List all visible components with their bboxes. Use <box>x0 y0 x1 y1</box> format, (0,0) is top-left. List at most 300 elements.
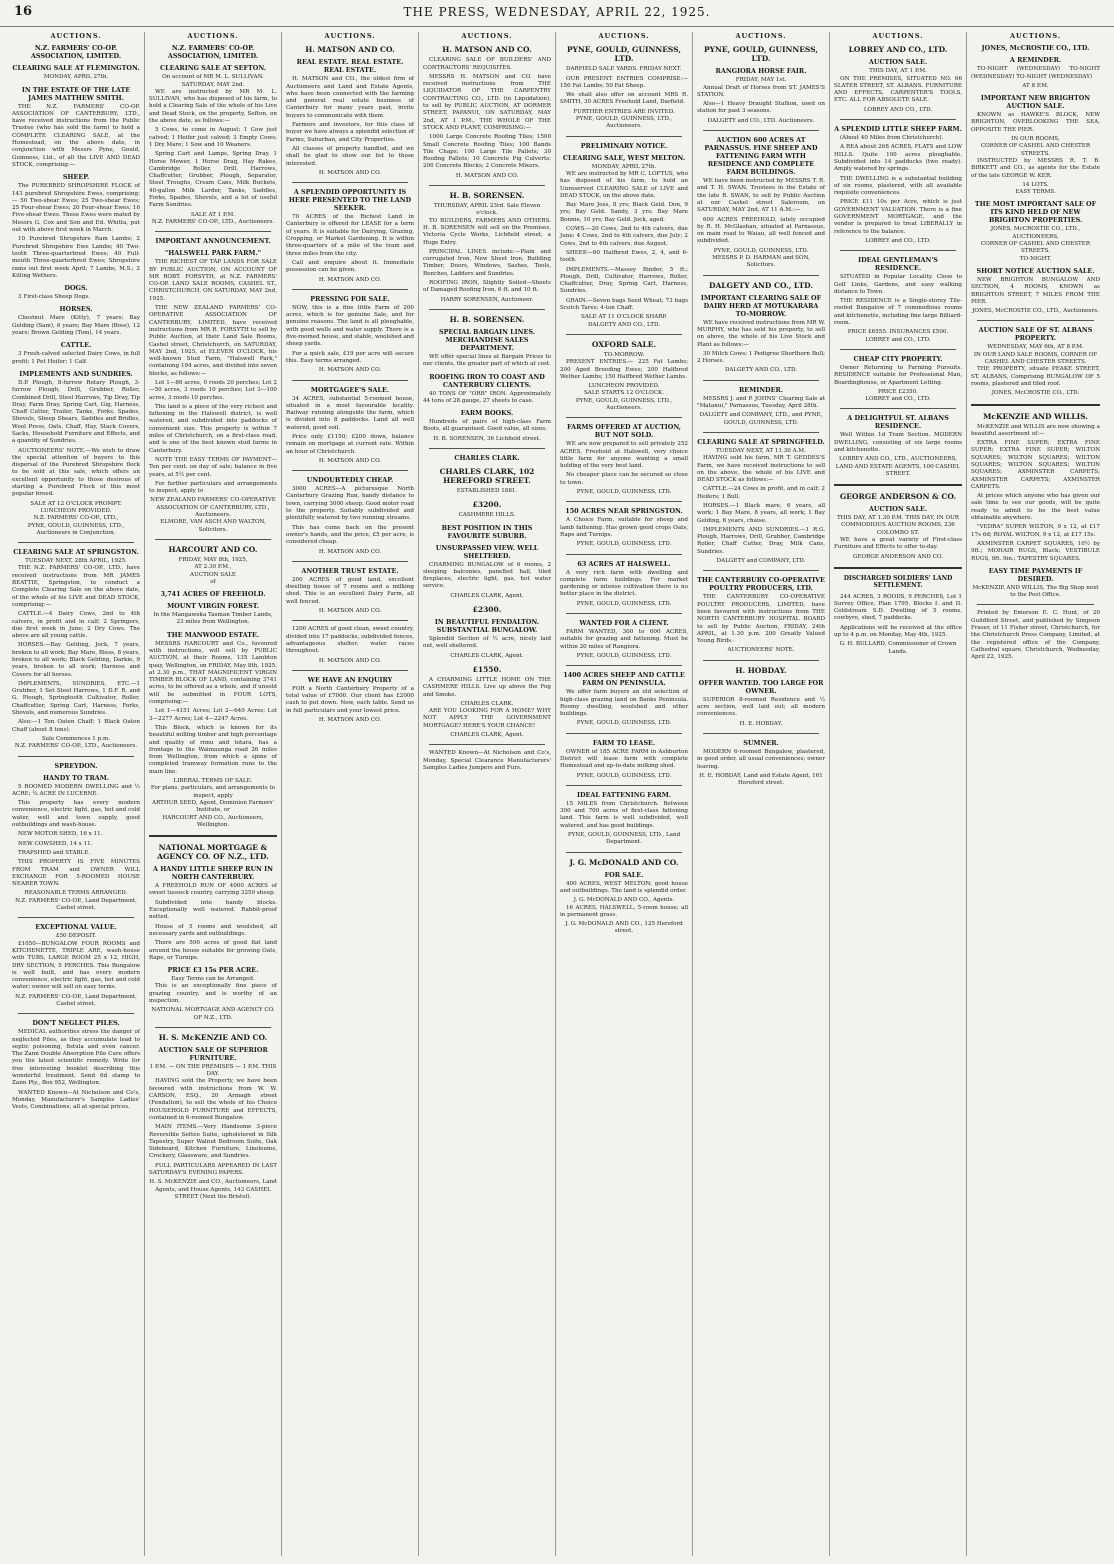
ad-heading: "HALSWELL PARK FARM." <box>164 249 262 258</box>
ad-heading: REMINDER. <box>738 385 784 394</box>
ad-paragraph: MESSRS HARCOURT and Co., favoured with instructions, will sell by PUBLIC AUCTION, at their Rooms, 135 Lambton quay, Wellington, on FRIDAY, May 8th, 1925, at 2.30 p.m., THAT MAGNIFICENT VIRGIN TIMBER BLOCK OF LAND, containing 3741 acres, to be offered as a whole, and if unsold will be submitted in FOUR LOTS, comprising:— <box>149 640 277 706</box>
ad-paragraph: 244 ACRES, 3 ROODS, 9 PERCHES, Lot 1 Survey Office, Plan 1795, Blocks I. and II. Coldstream S.D. Dwelling of 5 rooms, cowbyre, shed, 7 paddocks. <box>834 593 962 622</box>
column-rule <box>566 136 682 137</box>
ad-heading: 150 ACRES NEAR SPRINGSTON. <box>565 507 683 516</box>
ad-paragraph: No cheaper place can be secured so close to town. <box>560 472 688 486</box>
column-rule <box>429 448 545 449</box>
ad-paragraph: 200 ACRES of good land, excellent dwelling house of 7 rooms and a milking shed. This is an excellent Dairy Farm, all well fenced. <box>286 576 414 605</box>
ad-centered-line: MESSRS P. D. HARMAN and SON, Solicitors. <box>712 255 810 269</box>
ad-heading: AUCTION SALE OF SUPERIOR FURNITURE. <box>158 1045 268 1062</box>
ad-centered-line: DALGETY AND CO., LTD. <box>724 367 798 374</box>
ad-paragraph: A CHARMING LITTLE HOME ON THE CASHMERE HILLS. Live up above the Fog and Smoke. <box>423 676 551 698</box>
column-4 <box>419 32 556 1556</box>
ad-paragraph: At prices which anyone who has given our sale time to see our goods, will be quite ready to admit to be the best value obtainable anywhere. <box>971 493 1100 522</box>
ad-paragraph: The PUREBRED SHROPSHIRE FLOCK of 143 purebred Shropshire Ewes, comprising:— 50 Two-shear Ewes; 25 Two-shear Ewes; 25 Four-shear Ewes; 20 Four-shear Ewes; 16 Five-shear Ewes. These Ewes were mated by Messrs G. Cox and Son and Ed. Whitta, put out with above first week in March. <box>12 183 140 234</box>
ad-centered-line: PYNE, GOULD, GUINNESS, LTD. <box>576 489 672 496</box>
ad-heading: JONES, McCROSTIE CO., LTD. <box>981 44 1090 53</box>
ad-paragraph: NOW, this is a fine little Farm of 200 acres, which is for genuine Sale, and for genuine reasons. The land is all ploughable, with good wells and water supply. There is a five-roomed house, and stable, woolshed and sheep yards. <box>286 304 414 348</box>
column-rule <box>566 613 682 614</box>
column-rule <box>292 289 408 290</box>
column-body <box>834 45 962 656</box>
column-rule <box>155 539 271 540</box>
column-rule <box>703 570 819 571</box>
section-heading: AUCTIONS. <box>187 32 239 40</box>
ad-centered-line: CHARLES CLARK, Agent. <box>450 592 524 599</box>
ad-paragraph: TO-NIGHT (WEDNESDAY) TO-NIGHT (WEDNESDAY) TO-NIGHT (WEDNESDAY) <box>971 66 1100 80</box>
ad-heading: PRICE £3 15s PER ACRE. <box>167 966 259 975</box>
ad-heading: SPREYDON. <box>54 761 98 770</box>
advertiser-heading: £2300. <box>472 605 502 615</box>
ad-centered-line: PYNE, GOULD, GUINNESS, LTD. <box>576 600 672 607</box>
ad-centered-line: ARTHUR SEED, Agent, Dominion Farmers' Institute, or <box>152 799 274 814</box>
ad-paragraph: THIS PROPERTY IS FIVE MINUTES FROM TRAM and OWNER WILL EXCHANGE FOR 5-ROOMED HOUSE NEARER TOWN. <box>12 859 140 888</box>
ad-paragraph: 30 Milch Cows; 1 Pedigree Shorthorn Bull; 2 Horses. <box>697 350 825 365</box>
ad-paragraph: OWNER of 185 ACRE FARM in Ashburton District will lease farm with complete Homestead and up-to-date milking shed. <box>560 748 688 770</box>
column-rule <box>840 408 956 409</box>
ad-heading: UNSURPASSED VIEW. WELL SHELTERED. <box>435 543 539 560</box>
column-5 <box>556 32 693 1556</box>
column-rule <box>977 320 1094 321</box>
ad-centered-line: LOBREY AND CO., LTD. <box>863 106 933 113</box>
ad-heading: DON'T NEGLECT PILES. <box>32 1019 120 1028</box>
ad-paragraph: THE NEW ZEALAND FARMERS' CO-OPERATIVE ASSOCIATION OF CANTERBURY, LIMITED, have received instructions from MR R. FORSYTH to sell by Public Auction, at their Land Sale Rooms, Cashel street, Christchurch, on SATURDAY, MAY 2nd, 1925, at ELEVEN O'CLOCK, his well-known Stud Farm, "Halswell Park," containing 194 acres, and divided into seven blocks, as follows:— <box>149 305 277 377</box>
ad-centered-line: LOBREY and CO., LTD. <box>865 336 931 343</box>
ad-paragraph: IMPLEMENTS.—Massey Binder, 5 ft.; Plough, Drill, Cultivator, Harrows, Roller, Chaffcutter, Dray, Spring Cart, Harness, Sundries. <box>560 266 688 295</box>
ad-heading: ROOFING IRON TO COAST AND CANTERBURY CLIENTS. <box>429 372 545 389</box>
ad-heading: IMPORTANT CLEARING SALE OF DAIRY HERD AT MOTUKARARA TO-MORROW. <box>700 293 822 318</box>
ad-paragraph: NEW COWSHED, 14 x 11. <box>18 840 93 847</box>
advertiser-heading: LOBREY AND CO., LTD. <box>848 45 948 55</box>
ad-centered-line: WEDNESDAY, MAY 6th, AT 8 P.M. <box>987 344 1084 351</box>
column-rule <box>703 660 819 661</box>
advertiser-heading: H. HOBDAY. <box>735 665 787 675</box>
column-rule <box>292 380 408 381</box>
ad-centered-line: TO-NIGHT. <box>1019 255 1052 262</box>
column-rule <box>292 561 408 562</box>
ad-paragraph: H. MATSON and CO., the oldest firm of Auctioneers and Land and Estate Agents, who have been connected with the farming and general real estate business of Canterbury for many years past, invite buyers to communicate with them. <box>286 76 414 119</box>
column-body <box>423 45 551 772</box>
column-rule <box>292 670 408 671</box>
ad-heading: THE MOST IMPORTANT SALE OF ITS KIND HELD OF NEW BRIGHTON PROPERTIES. <box>974 200 1097 225</box>
ad-paragraph: 1000 Large Concrete Roofing Tiles; 1500 Small Concrete Roofing Tiles; 100 Bands Tile Chaps; 100 Large Tile Pallets; 30 Roofing Pallets; 10 Concrete Pig Culverts; 200 Concrete Blocks; 2 Concrete Mixers. <box>423 134 551 170</box>
ad-paragraph: AXMINSTER CARPET SQUARES, 10½ by 9ft.; MOHAIR RUGS, Black; VESTIBULE RUGS, 9ft. 9in.; TAPESTRY SQUARES. <box>971 540 1100 562</box>
ad-paragraph: THE N.Z. FARMERS' CO-OP., LTD., have received instructions from MR JAMES BEATTIE, Springston, to conduct a Complete Clearing Sale on the above date, of the whole of his LIVE and DEAD STOCK, comprising:— <box>12 565 140 608</box>
ad-heading: CLEARING SALE, WEST MELTON. <box>562 153 686 162</box>
ad-paragraph: WE have received instructions from MR W. MURPHY, who has sold his property, to sell on above, the whole of his Live Stock and Plant as follows:— <box>697 319 825 348</box>
column-rule <box>977 604 1094 605</box>
ad-paragraph: 600 ACRES FREEHOLD, lately occupied by R. H. McGlashan, situated at Parnassus, on main road to Waiau, all well fenced and subdivided. <box>697 216 825 245</box>
section-heading: AUCTIONS. <box>50 32 102 40</box>
ad-paragraph: A FREEHOLD RUN OF 4000 ACRES of sweet tussock country, carrying 3250 sheep. <box>149 883 277 897</box>
advertiser-heading: £1550. <box>472 664 502 674</box>
ad-centered-line: THURSDAY, APRIL 23rd. Sale Eleven o'clock. <box>433 203 541 217</box>
ad-centered-line: H. MATSON AND CO. <box>318 657 382 664</box>
ad-centered-line: H. MATSON AND CO. <box>318 276 382 283</box>
column-rule <box>155 231 271 232</box>
ad-paragraph: (About 40 Miles from Christchurch). <box>840 135 944 142</box>
ad-paragraph: 3 Fresh-calved selected Dairy Cows, in full profit; 1 Pet Heifer; 1 Calf. <box>12 351 140 365</box>
ad-paragraph: A Choice Farm, suitable for sheep and lamb fattening. Has grown good crops Oats, Rape and Turnips. <box>560 517 688 538</box>
advertiser-heading: H. MATSON AND CO. <box>442 45 532 55</box>
ad-centered-line: PYNE, GOULD, GUINNESS, LTD. <box>576 652 672 659</box>
ad-centered-line: LUNCHEON PROVIDED. <box>588 383 660 390</box>
ad-centered-line: H. MATSON AND CO. <box>318 548 382 555</box>
ad-centered-line: LOBREY AND CO., LTD., AUCTIONEERS, LAND AND ESTATE AGENTS, 100 CASHEL STREET. <box>835 456 961 477</box>
ad-centered-line: HARRY SORENSEN, Auctioneer. <box>440 296 534 303</box>
ad-paragraph: Lot 1—86 acres, 0 roods 20 perches; Lot 2—50 acres, 3 roods 10 perches; Lot 3—100 acres, 3 roods 10 perches. <box>149 379 277 401</box>
ad-centered-line: PRICE £2350. <box>878 388 918 395</box>
ad-centered-line: THIS DAY, AT 1.30 P.M. THIS DAY, IN OUR COMMODIOUS AUCTION ROOMS, 236 COLOMBO ST. <box>836 515 960 536</box>
ad-paragraph: WE offer special lines at Bargain Prices to our clients, the greater part of which at cost. <box>423 353 551 368</box>
ad-paragraph: Hundreds of pairs of high-class Farm Boots, all guaranteed. Good value, all sizes. <box>423 419 551 433</box>
column-rule <box>840 250 956 251</box>
column-1 <box>8 32 145 1556</box>
ad-heading: AUCTION SALE. <box>868 505 928 514</box>
column-rule <box>429 185 545 186</box>
ad-heading: MOUNT VIRGIN FOREST. <box>167 602 259 611</box>
column-rule <box>292 182 408 183</box>
ad-heading: EXCEPTIONAL VALUE. <box>35 923 117 932</box>
column-body <box>149 44 277 1201</box>
column-rule <box>292 620 408 621</box>
column-rule-heavy <box>834 567 962 569</box>
ad-paragraph: THE RICHEST OF TAP LANDS FOR SALE BY PUBLIC AUCTION, ON ACCOUNT OF MR ROBT. FORSYTH, at N.Z. FARMERS' CO-OP. LAND SALE ROOMS, CASHEL ST., CHRISTCHURCH, ON SATURDAY, MAY 2nd, 1925. <box>149 259 277 302</box>
advertiser-heading: OXFORD SALE. <box>591 339 657 349</box>
ad-paragraph: Spring Cart and Lamps, Spring Dray, 1 Horse Mower, 1 Horse Drag, Hay Rakes, Cambridge Roller, Drill, Harrows, Chaffcutter, Grubber, Plough, Separator, Steel Troughs, Cream Cans, Milk Buckets, 40-gallon Milk Larder, Tanks, Saddles, Forks, Spades, Shovels, and a lot of useful Farm Sundries. <box>149 151 277 209</box>
column-rule <box>429 309 545 310</box>
ad-paragraph: All classes of property handled, and we shall be glad to show our list to those interested. <box>286 145 414 167</box>
ad-paragraph: There are 500 acres of good flat land around the house suitable for growing Oats, Rape, or Turnips. <box>149 940 277 961</box>
ad-paragraph: WE are instructed by MR C. LOFTUS, who has disposed of his farm, to hold an Unreserved CLEARING SALE of LIVE and DEAD STOCK, on the above date. <box>560 170 688 199</box>
column-rule-heavy <box>971 404 1100 406</box>
ad-centered-line: CHARLES CLARK, Agent. <box>450 652 524 659</box>
advertiser-heading: PYNE, GOULD, GUINNESS, LTD. <box>704 45 818 64</box>
ad-centered-line: GEORGE ANDERSON AND CO. <box>853 553 943 560</box>
ad-paragraph: ROOFING IRON, Slightly Soiled—Sheets of Damaged Roofing Iron, 6 ft. and 10 ft. <box>423 280 551 294</box>
ad-centered-line: PYNE, GOULD, GUINNESS, LTD. <box>713 247 809 254</box>
column-rule <box>566 417 682 418</box>
ad-paragraph: A REA about 268 ACRES, FLATS and LOW HILLS. Quite 100 acres ploughable. Subdivided into 14 paddocks (two ready). Amply watered by springs. <box>834 144 962 173</box>
ad-centered-line: On account of MR M. L. SULLIVAN. <box>162 74 264 81</box>
ad-paragraph: McKENZIE and WILLIS are now showing a beautiful assortment of:— <box>971 423 1100 437</box>
ad-heading: N.Z. FARMERS' CO-OP. ASSOCIATION, LIMITED. <box>167 44 259 61</box>
ad-paragraph: This property has every modern convenience, electric light, gas, hot and cold water, well and town supply, good outbuildings and wash-house. <box>12 800 140 829</box>
ad-heading: CLEARING SALE AT FLEMINGTON. <box>12 64 140 73</box>
ad-centered-line: PYNE, GOULD, GUINNESS, LTD., Land Department. <box>567 832 681 846</box>
ad-centered-line: PYNE, GOULD, GUINNESS, LTD. <box>576 772 672 779</box>
ad-heading: IN BEAUTIFUL FENDALTON. SUBSTANTIAL BUNGALOW. <box>434 618 540 635</box>
ad-paragraph: CATTLE.—24 Cows in profit, and in calf; 2 Heifers; 1 Bull. <box>697 486 825 500</box>
ad-centered-line: H. B. SORENSEN, 36 Lichfield street. <box>433 435 541 442</box>
ad-paragraph: 3000 ACRES—A picturesque North Canterbury Grazing Run, handy distance to town, carrying 3000 sheep. Good motor road to the property. Suitably subdivided and plentifully watered by two running streams. <box>286 486 414 522</box>
ad-paragraph: DARFIELD SALE YARDS. FRIDAY NEXT. <box>566 66 682 73</box>
advertiser-heading: DALGETY AND CO., LTD. <box>708 280 814 290</box>
column-rule <box>566 334 682 335</box>
ad-heading: IMPORTANT NEW BRIGHTON AUCTION SALE. <box>980 94 1091 111</box>
ad-heading: SUMNER. <box>743 738 779 747</box>
ad-paragraph: WANTED Known—At Nicholson and Co's, Monday, Manufacturer's Samples Ladies' Vests, Combinations, all at special prices. <box>12 1089 140 1111</box>
ad-centered-line: DALGETY and COMPANY, LTD. <box>716 558 806 565</box>
column-body <box>971 44 1100 661</box>
ad-paragraph: Annual Draft of Horses from ST. JAMES'S STATION. <box>697 84 825 98</box>
ad-paragraph: WE are now prepared to sell privately 252 ACRES, Freehold at Halswell, very choice little farm for anyone wanting a small holding of the very best land. <box>560 441 688 470</box>
ad-centered-line: H. MATSON AND CO. <box>318 717 382 723</box>
ad-paragraph: Chestnut Mare (Kitty), 7 years; Bay Gelding (Sam), 6 years; Bay Mare (Boss), 12 years; Brown Gelding (Tom), 14 years. <box>12 315 140 337</box>
advertiser-heading: £3200. <box>472 500 502 510</box>
ad-centered-line: ESTABLISHED 1881. <box>456 487 518 494</box>
ad-heading: WANTED FOR A CLIENT. <box>579 619 669 628</box>
ad-centered-line: £50 DEPOSIT. <box>55 933 97 940</box>
ad-paragraph: "VEDRA" SUPER WILTON, 9 x 12, at £17 17s 6d; ROYAL WILTON, 9 x 12, at £17 15s. <box>971 524 1100 538</box>
ad-paragraph: NEW BRIGHTON BUNGALOW AND SECTION, 4 ROOMS, KNOWN as BRIGHTON STREET, 7 MILES FROM THE PIER. <box>971 276 1100 305</box>
ad-heading: 63 ACRES AT HALSWELL. <box>577 559 671 568</box>
ad-paragraph: THE CANTERBURY CO-OPERATIVE POULTRY PRODUCERS, LIMITED, have been favoured with instructions from THE NORTH CANTERBURY HOSPITAL BOARD to sell by Public Auction, FRIDAY, 24th APRIL, at 1.30 p.m. 200 Greatly Valued Young Birds. <box>697 594 825 645</box>
column-rule <box>155 1027 271 1028</box>
ad-paragraph: FULL PARTICULARS APPEARED IN LAST SATURDAY'S EVENING PAPERS. <box>149 1162 277 1177</box>
ad-paragraph: Farmers and investors, for this class of buyer we have always a splendid selection of Farms, Suburban, and City Properties. <box>286 122 414 143</box>
ad-centered-line: CASHMERE HILLS. <box>458 512 516 519</box>
ad-paragraph: KNOWN as HAWKE'S BLOCK, NEW BRIGHTON, OVERLOOKING THE SEA, OPPOSITE THE PIER. <box>971 112 1100 133</box>
ad-centered-line: G. H. BULLARD, Commissioner of Crown Lands. <box>839 641 957 655</box>
ad-centered-line: TUESDAY NEXT, 28th APRIL, 1925. <box>25 558 127 565</box>
ad-heading: IMPORTANT ANNOUNCEMENT. <box>155 237 271 246</box>
ad-heading: N.Z. FARMERS' CO-OP. ASSOCIATION, LIMITED. <box>30 44 122 61</box>
column-body <box>697 45 825 787</box>
ad-heading: PRESSING FOR SALE. <box>310 294 390 303</box>
section-heading: AUCTIONS. <box>735 32 787 40</box>
ad-paragraph: Subdivided into handy blocks. Exceptionally well watered. Rabbit-proof netted. <box>149 899 277 921</box>
ad-heading: THE CANTERBURY CO-OPERATIVE POULTRY PRODUCERS, LTD. <box>697 576 825 593</box>
ad-heading: IDEAL GENTLEMAN'S RESIDENCE. <box>858 256 938 273</box>
ad-centered-line: LIBERAL TERMS OF SALE. <box>173 778 253 785</box>
ad-centered-line: N.Z. FARMERS' CO-OP., LTD., <box>33 515 119 522</box>
column-rule <box>292 470 408 471</box>
ad-centered-line: NATIONAL MORTGAGE AND AGENCY CO. OF N.Z., LTD. <box>151 1007 275 1021</box>
ad-paragraph: Owner Returning to Farming Pursuits. RESIDENCE suitable for Professional Man, Boardinghouse, or Apartment Letting. <box>834 364 962 386</box>
ad-heading: FARM BOOKS. <box>460 409 514 418</box>
ad-paragraph: HAVING sold the Property, we have been favoured with instructions from W. W. CARSON, ESQ., 20 Armagh street (Fendalton), to sell the whole of his Choice HOUSEHOLD FURNITURE and EFFECTS, contained in 6-roomed Bungalow. <box>149 1078 277 1121</box>
ad-heading: A HANDY LITTLE SHEEP RUN IN NORTH CANTERBURY. <box>153 865 273 882</box>
advertiser-heading: HARCOURT AND CO. <box>168 544 258 554</box>
column-rule <box>429 744 545 745</box>
ad-heading: SHEEP. <box>62 173 90 182</box>
column-3 <box>282 32 419 1556</box>
ad-heading: A DELIGHTFUL ST. ALBANS RESIDENCE. <box>847 414 949 431</box>
ad-centered-line: H. MATSON AND CO. <box>455 172 519 179</box>
section-heading: AUCTIONS. <box>324 32 376 40</box>
ad-paragraph: 10 Purebred Shropshire Ram Lambs; 2 Purebred Shropshire Ewe Lambs; 40 Two-tooth Three-quarterbred Ewes; 40 Full-mouth Three-quarterbred Ewes; Shropshire rams out first week April; 7 Lambs, M.S.; 2 Killing Wethers. <box>12 236 140 279</box>
ad-heading: WE HAVE AN ENQUIRY <box>307 675 393 684</box>
ad-paragraph: NOTE THE EASY TERMS OF PAYMENT—Ten per cent. on day of sale; balance in five years, at 5½ per cent. <box>149 456 277 478</box>
ad-heading: FARMS OFFERED AT AUCTION, BUT NOT SOLD. <box>567 423 681 440</box>
ad-heading: 1400 ACRES SHEEP AND CATTLE FARM ON PENINSULA. <box>563 671 685 688</box>
column-body <box>286 45 414 724</box>
advertiser-heading: PYNE, GOULD, GUINNESS, LTD. <box>567 45 681 64</box>
ad-paragraph: TRAPSHED and STABLE. <box>18 849 91 856</box>
ad-paragraph: £1050—BUNGALOW FOUR ROOMS and KITCHENETTE, TRIPLE ARE, wash-house with TUBS, LARGE ROOM 25 x 12, HIGH, DRY SECTION, 5 PERCHES. This Bungalow is well built, and has every modern convenience, electric light, gas, hot and cold water; owner will sell on easy terms. <box>12 940 140 991</box>
ad-centered-line: AT 2.30 P.M., <box>194 564 232 571</box>
ad-paragraph: HORSES.—1 Black mare, 6 years, all work; 1 Bay Mare, 8 years, all work; 1 Bay Gelding, 6 years, chaise. <box>697 502 825 524</box>
advertiser-heading: H. MATSON AND CO. <box>305 45 395 55</box>
ad-paragraph: Splendid Section of ½ acre, nicely laid out, well sheltered. <box>423 636 551 650</box>
ad-paragraph: 3 First-class Sheep Dogs. <box>18 294 90 301</box>
ad-paragraph: House of 5 rooms and woolshed, all necessary yards and outbuildings. <box>149 923 277 937</box>
ad-paragraph: SHEEP.—60 Halfbred Ewes, 2, 4, and 6-tooth. <box>560 249 688 264</box>
section-heading: AUCTIONS. <box>461 32 513 40</box>
advertiser-heading: GEORGE ANDERSON & CO. <box>839 492 957 502</box>
column-7 <box>830 32 967 1556</box>
ad-heading: SHORT NOTICE AUCTION SALE. <box>976 266 1095 275</box>
ad-heading: REAL ESTATE. REAL ESTATE. REAL ESTATE. <box>296 58 404 75</box>
column-rule <box>566 554 682 555</box>
ad-centered-line: FRIDAY, MAY 8th, 1925, <box>178 556 248 563</box>
ad-centered-line: LOBREY and CO., LTD. <box>865 396 931 403</box>
ad-paragraph: For a quick sale, £19 per acre will secure this. Easy terms arranged. <box>286 350 414 364</box>
column-rule <box>703 275 819 276</box>
ad-centered-line: For plans, particulars, and arrangements to inspect, apply <box>150 785 276 799</box>
ad-paragraph: COWS.—20 Cows, 2nd to 4th calvers, due June; 4 Cows, 2nd to 4th calvers, due July; 2 Cows, 2nd to 4th calvers, due August. <box>560 226 688 247</box>
ad-heading: OFFER WANTED. TOO LARGE FOR OWNER. <box>698 678 824 695</box>
masthead-title: THE PRESS, WEDNESDAY, APRIL 22, 1925. <box>403 5 711 19</box>
ad-centered-line: J. G. McDONALD AND CO., 125 Hereford street. <box>565 921 683 935</box>
ad-centered-line: of <box>210 578 216 585</box>
column-2 <box>145 32 282 1556</box>
ad-centered-line: N.Z. FARMERS' CO-OP., LTD., Auctioneers. <box>14 743 138 750</box>
ad-centered-line: 1 P.M. — ON THE PREMISES — 1 P.M. THIS DAY. <box>149 1063 277 1078</box>
ad-heading: CLEARING SALE AT SPRINGSTON. <box>13 548 139 557</box>
ad-centered-line: PYNE, GOULD, GUINNESS, LTD., Auctioneers. <box>575 116 673 130</box>
ad-paragraph: THE PROPERTY, situate PEAKE STREET, ST. ALBANS, Comprising BUNGALOW OF 5 rooms, plastered and tiled roof. <box>971 366 1100 387</box>
advertiser-heading: J. G. McDONALD AND CO. <box>569 857 679 867</box>
column-rule <box>566 501 682 502</box>
ad-centered-line: CORNER OF CASHEL AND CHESTER STREETS. <box>980 143 1091 157</box>
ad-heading: RANGIORA HORSE FAIR. <box>715 67 807 76</box>
ad-centered-line: PYNE, GOULD, GUINNESS, LTD. <box>576 720 672 727</box>
ad-paragraph: MODERN 6-roomed Bungalow, plastered, in good order, all usual conveniences; owner leaving. <box>697 748 825 770</box>
ad-paragraph: IMPLEMENTS, SUNDRIES, ETC.—1 Grubber, 1 Set Steel Harrows, 1 D.F. R. and G. Plough, Springtooth Cultivator, Roller, Chaffcutter, Spring Cart, Harness, Forks, Shovels, and numerous Sundries. <box>12 680 140 717</box>
ad-heading: BEST POSITION IN THIS FAVOURITE SUBURB. <box>441 523 533 540</box>
ad-heading: SPECIAL BARGAIN LINES. MERCHANDISE SALES DEPARTMENT. <box>439 327 535 352</box>
ad-paragraph: TO BUILDERS, FARMERS AND OTHERS. H. B. SORENSEN will sell on the Premises, Victoria Cycle Works, Lichfield street, a Huge Entry. <box>423 217 551 246</box>
ad-centered-line: H. MATSON AND CO. <box>318 457 382 464</box>
ad-heading: IN THE ESTATE OF THE LATE JAMES MATTHEW SMITH. <box>21 85 131 102</box>
ad-centered-line: N.Z. FARMERS' CO-OP., Land Department, Cashel street. <box>15 897 137 912</box>
ad-centered-line: SALE AT 11 O'CLOCK SHARP. <box>581 314 667 321</box>
column-rule-heavy <box>834 484 962 486</box>
ad-heading: IMPLEMENTS AND SUNDRIES. <box>19 369 133 378</box>
ad-paragraph: FOR a North Canterbury Property of a total value of £7000. Our client has £2000 cash to put down. Now, each table. Send us in full particulars and your lowest price. <box>286 685 414 714</box>
ad-paragraph: For further particulars and arrangements to inspect, apply to <box>149 480 277 495</box>
ad-paragraph: GRAIN.—Seven bags Seed Wheat; 73 bags Scotch Tares; 4-ton Chaff. <box>560 297 688 312</box>
ad-paragraph: ARE YOU LOOKING FOR A HOME? WHY NOT APPLY THE GOVERNMENT MORTGAGE? HERE'S YOUR CHANCE! <box>423 708 551 729</box>
ad-centered-line: JONES, McCROSTIE CO., LTD., AUCTIONEERS, <box>990 226 1081 240</box>
advertiser-heading: H. B. SORENSEN. <box>449 191 525 201</box>
ad-paragraph: WE are instructed by MR M. L. SULLIVAN, who has disposed of his farm, to hold a Clearing Sale of the whole of his Live and Dead Stock, on the property, Sefton, on the above date, as follows:— <box>149 88 277 125</box>
ad-centered-line: N.Z. FARMERS' CO-OP., LTD., Auctioneers. <box>151 218 275 225</box>
ad-centered-line: EASY TERMS. <box>1015 189 1056 196</box>
ad-centered-line: MONDAY, APRIL 27th. <box>591 163 657 170</box>
ad-centered-line: H. E. HOBDAY. <box>739 720 783 727</box>
ad-paragraph: MESSRS J. and P. JOHNS' Clearing Sale at "Matanui," Parnassus, Tuesday, April 28th. <box>697 395 825 410</box>
ad-centered-line: NEW ZEALAND FARMERS' CO-OPERATIVE ASSOCIATION OF CANTERBURY, LTD., Auctioneers. <box>150 497 276 519</box>
ad-heading: MORTGAGEE'S SALE. <box>310 385 390 394</box>
ad-paragraph: Call and enquire about it. Immediate possession can be given. <box>286 259 414 274</box>
ad-paragraph: OUR PRESENT ENTRIES COMPRISE:— 150 Fat Lambs; 50 Fat Sheep. <box>560 75 688 89</box>
ad-paragraph: THE RESIDENCE is a Single-storey Tile-roofed Bungalow of 7 commodious rooms and kitchenette, including fine large Billiard-room. <box>834 298 962 327</box>
ad-centered-line: LOBREY and CO., LTD. <box>865 237 931 244</box>
column-body <box>560 45 688 935</box>
ad-heading: EASY TIME PAYMENTS IF DESIRED. <box>988 566 1083 583</box>
ad-centered-line: McKENZIE AND WILLIS, The Big Shop next to the Post Office. <box>972 584 1099 599</box>
ad-centered-line: TO-MORROW. <box>603 351 645 358</box>
ad-paragraph: WE have been instructed by MESSRS T. R. and T. H. SWAN, Trustees in the Estate of the late R. SWAN, to sell by Public Auction at our Cashel street Saleroom, on SATURDAY, MAY 2nd, AT 11 A.M.:— <box>697 178 825 214</box>
ad-centered-line: H. E. HOBDAY, Land and Estate Agent, 161 Hereford street. <box>699 772 823 787</box>
ad-centered-line: THIS DAY, AT 1 P.M. <box>869 68 927 75</box>
column-rule <box>703 432 819 433</box>
ad-paragraph: This is an exceptionally fine piece of grazing country, and is worthy of an inspection. <box>149 983 277 1004</box>
ad-paragraph: 400 ACRES, WEST MELTON; good house and outbuildings. The land is splendid order. <box>560 880 688 894</box>
ad-heading: ANOTHER TRUST ESTATE. <box>301 566 399 575</box>
ad-paragraph: 15 MILES from Christchurch. Between 300 and 700 acres of first-class fattening land. This farm is well subdivided, well watered, and has good buildings. <box>560 800 688 829</box>
column-rule <box>18 917 134 918</box>
ad-heading: A SPLENDID LITTLE SHEEP FARM. <box>834 125 962 134</box>
ad-heading: AUCTION SALE. <box>868 58 928 67</box>
ad-paragraph: We offer farm buyers an old selection of high-class grazing land on Banks Peninsula. Roomy dwelling, woolshed and other buildings. <box>560 689 688 718</box>
advertiser-heading: McKENZIE AND WILLIS. <box>983 411 1088 421</box>
ad-centered-line: ELMORE, VAN ASCH AND WALTON, Solicitors. <box>160 519 266 533</box>
ad-paragraph: CHARMING BUNGALOW of 6 rooms, 2 sleeping balconies, panelled hall, tiled fireplaces, electric light, gas, hot water service. <box>423 561 551 590</box>
column-rule <box>840 349 956 350</box>
masthead <box>0 0 1114 27</box>
columns-container <box>8 32 1108 1556</box>
column-rule <box>703 130 819 131</box>
ad-heading: A SPLENDID OPPORTUNITY IS HERE PRESENTED TO THE LAND SEEKER. <box>288 188 412 213</box>
ad-heading: CHEAP CITY PROPERTY. <box>853 354 943 363</box>
ad-centered-line: 14 LOTS. <box>1022 181 1049 188</box>
ad-centered-line: CHARLES CLARK, Agent. <box>450 732 524 739</box>
ad-centered-line: SATURDAY, MAY 2nd. <box>181 81 245 88</box>
ad-centered-line: Easy Terms can be Arranged. <box>171 976 255 983</box>
column-rule-heavy <box>149 835 277 837</box>
ad-centered-line: DALGETY and CO., LTD. Auctioneers. <box>707 117 815 124</box>
column-rule <box>566 785 682 786</box>
ad-centered-line: CORNER OF CASHEL AND CHESTER STREETS. <box>980 241 1091 255</box>
ad-paragraph: 5 Cows, to come in August; 1 Cow just calved; 1 Heifer just calved; 3 Empty Cows; 1 Dry Mare; 1 Sow and 10 Weaners. <box>149 127 277 148</box>
page-number: 16 <box>14 4 33 19</box>
ad-paragraph: WE have a great variety of First-class Furniture and Effects to offer to-day. <box>834 537 962 551</box>
ad-centered-line: IN OUR LAND SALE ROOMS, CORNER OF CASHEL AND CHESTER STREETS. <box>973 351 1098 366</box>
ad-heading: CLEARING SALE AT SEFTON. <box>160 64 266 73</box>
column-rule <box>703 380 819 381</box>
ad-paragraph: Applications will be received at the office up to 4 p.m. on Monday, May 4th, 1925. <box>834 624 962 639</box>
ad-paragraph: HAVING sold his farm, MR T. GEDDES'S Farm, we have received instructions to sell on the above, the whole of his LIVE and DEAD STOCK as follows:— <box>697 455 825 484</box>
ad-paragraph: 1200 ACRES of good clean, sweet country, divided into 17 paddocks, subdivided fences, advantageous shelter, water races throughout. <box>286 626 414 655</box>
ad-paragraph: 16 ACRES, HALSWELL, 5-room house; all in permanent grass. <box>560 904 688 918</box>
ad-paragraph: 70 ACRES of the Richest Land in Canterbury is offered for LEASE for a term of years. It is suitable for Dairying, Grazing, Cropping, or Market Gardening. It is within three-quarters of a mile of the tram and three miles from the city. <box>286 214 414 257</box>
ad-paragraph: Lot 1—4151 Acres; Lot 2—640 Acres; Lot 3—2277 Acres; Lot 4—2247 Acres. <box>149 708 277 722</box>
ad-centered-line: N.Z. FARMERS' CO-OP., Land Department, Cashel street. <box>15 993 137 1007</box>
ad-heading: CATTLE. <box>60 341 92 350</box>
ad-paragraph: Also:—1 Ton Oaten Chaff; 1 Black Oaten Chaff (about 8 tons). <box>12 719 140 733</box>
ad-centered-line: H. S. McKENZIE and CO., Auctioneers, Land Agents, and House Agents, 143 CASHEL STREET (Next the Bristol). <box>149 1179 277 1200</box>
ad-centered-line: DALGETY AND CO., LTD. <box>587 321 661 328</box>
section-heading: AUCTIONS. <box>1009 32 1062 40</box>
ad-paragraph: EXTRA FINE SUPER; EXTRA FINE SUPER; EXTRA FINE SUPER; WILTON SQUARES; WILTON SQUARES; WILTON SQUARES; WILTON SQUARES; WILTON SQUARES; AXMINSTER CARPETS; AXMINSTER CARPETS; AXMINSTER CARPETS. <box>971 440 1100 490</box>
ad-heading: HANDY TO TRAM. <box>42 773 110 782</box>
ad-paragraph: PRESENT ENTRIES.— 225 Fat Lambs; 200 Aged Breeding Ewes; 200 Halfbred Wether Lambs; 150 Halfbred Wether Lambs. <box>560 359 688 380</box>
ad-centered-line: H. MATSON AND CO. <box>318 367 382 374</box>
ad-paragraph: Bay Mare Joss, 8 yrs; Black Geld. Don, 9 yrs; Bay Geld. Sandy, 3 yrs; Bay Mare Bonnie, 10 yrs; Bay Geld. Jock, aged. <box>560 202 688 223</box>
